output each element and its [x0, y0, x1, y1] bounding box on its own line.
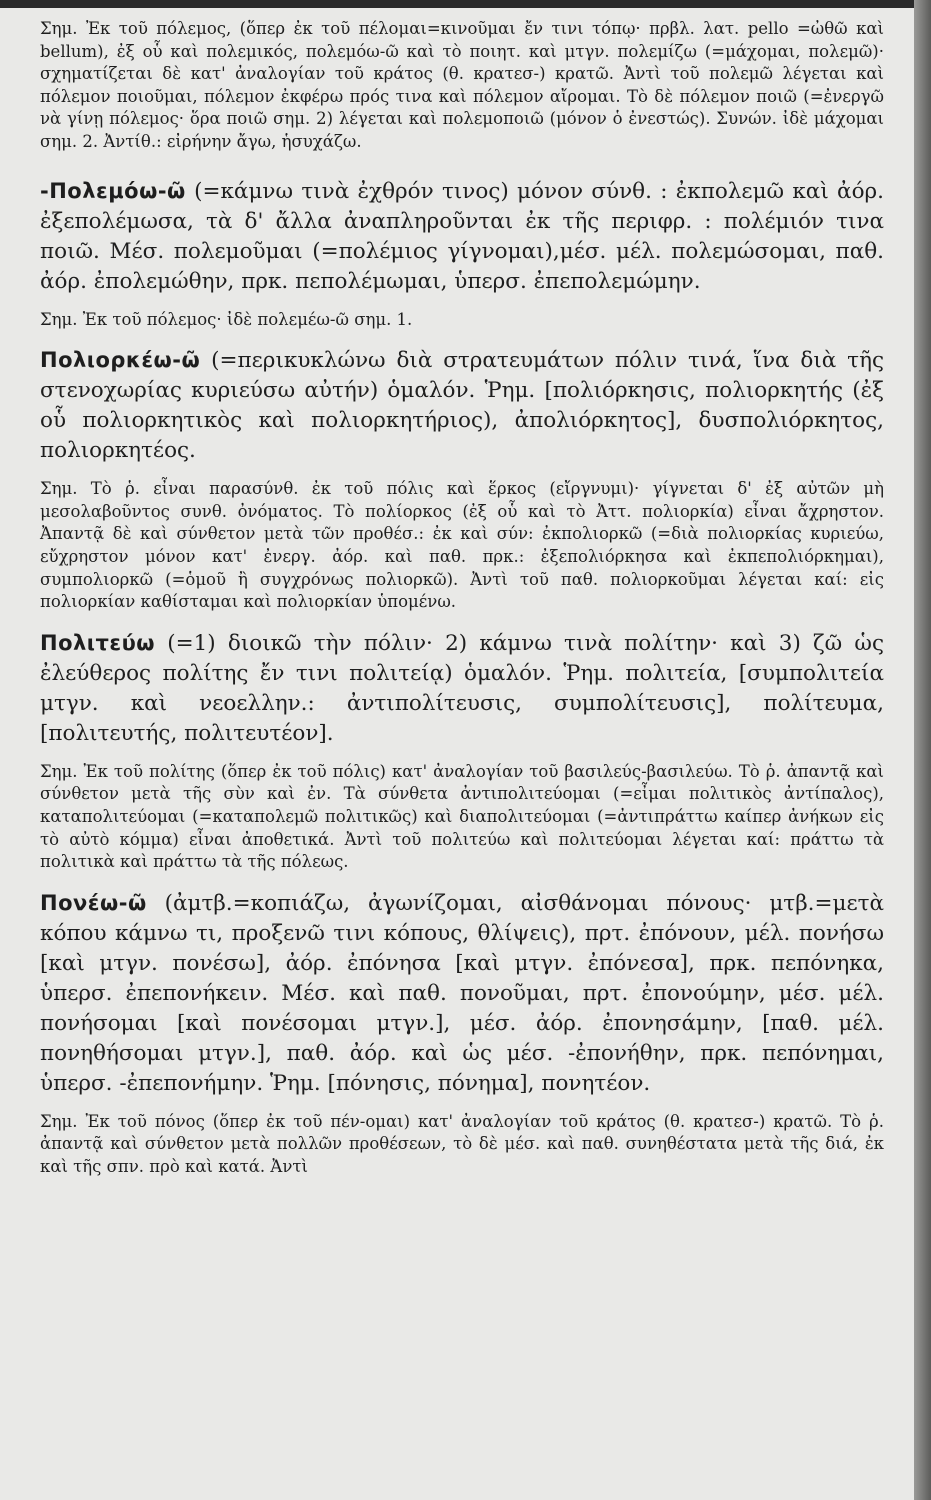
entry-text: [40, 176, 884, 297]
lemma-headword: Πολιτεύω: [40, 630, 155, 655]
entry-poliorkeo: [40, 345, 884, 614]
entry-politeuo: [40, 628, 884, 874]
note: Σημ. Τὸ ῥ. εἶναι παρασύνθ. ἐκ τοῦ πόλις καὶ ἕρκος (εἴργνυμι)· γίγνεται δ' ἐξ αὐτῶν μὴ μεσολαβοῦντος συνθ. ὀνόματος. Τὸ πολίορκος (ἐξ οὗ καὶ τὸ Ἀττ. πολιορκία) εἶναι ἄχρηστον. Ἀπαντᾷ δὲ καὶ σύνθετον μετὰ τῶν προθέσ.: ἐκ καὶ σύν: ἐκπολιορκῶ (=διὰ πολιορκίας κυριεύω, εὔχρηστον μόνον κατ' ἐνεργ. ἀόρ. καὶ παθ. πρκ.: ἐξεπολιόρκησα καὶ ἐκπεπολιόρκημαι), συμπολιορκῶ (=ὁμοῦ ἢ συγχρόνως πολιορκῶ). Ἀντὶ τοῦ παθ. πολιορκοῦμαι λέγεται καί: εἰς πολιορκίαν καθίσταμαι καὶ πολιορκίαν ὑπομένω.: [40, 479, 884, 612]
entry-poneo: [40, 888, 884, 1179]
note: Σημ. Ἐκ τοῦ πολίτης (ὅπερ ἐκ τοῦ πόλις) κατ' ἀναλογίαν τοῦ βασιλεύς-βασιλεύω. Τὸ ῥ. ἀπαντᾷ καὶ σύνθετον μετὰ τῆς σὺν καὶ ἐν. Τὰ σύνθετα ἀντιπολιτεύομαι (=εἶμαι πολιτικὸς ἀντίπαλος), καταπολιτεύομαι (=καταπολεμῶ πολιτικῶς) καὶ διαπολιτεύομαι (=ἀντιπράττω καίπερ ἀνήκων εἰς τὸ αὐτὸ κόμμα) εἶναι ἀποθετικά. Ἀντὶ τοῦ πολιτεύω καὶ πολιτεύομαι λέγεται καί: πράττω τὰ πολιτικὰ καὶ πράττω τὰ τῆς πόλεως.: [40, 761, 884, 872]
entry-body: (ἀμτβ.=κοπιάζω, ἀγωνίζομαι, αἰσθάνομαι πόνους· μτβ.=μετὰ κόπου κάμνω τι, προξενῶ τινι κόπους, θλίψεις), πρτ. ἐπόνουν, μέλ. πονήσω [καὶ μτγν. πονέσω], ἀόρ. ἐπόνησα [καὶ μτγν. ἐπόνεσα], πρκ. πεπόνηκα, ὑπερσ. ἐπεπονήκειν. Μέσ. καὶ παθ. πονοῦμαι, πρτ. ἐπονούμην, μέσ. μέλ. πονήσομαι [καὶ πονέσομαι μτγν.], μέσ. ἀόρ. ἐπονησάμην, [παθ. μέλ. πονηθήσομαι μτγν.], παθ. ἀόρ. καὶ ὡς μέσ. -ἐπονήθην, πρκ. πεπόνημαι, ὑπερσ. -ἐπεπονήμην. Ῥημ. [πόνησις, πόνημα], πονητέον.: [40, 890, 884, 1096]
note: Σημ. Ἐκ τοῦ πόνος (ὅπερ ἐκ τοῦ πέν-ομαι) κατ' ἀναλογίαν τοῦ κράτος (θ. κρατεσ-) κρατῶ. Τὸ ῥ. ἀπαντᾷ καὶ σύνθετον μετὰ πολλῶν προθέσεων, τὸ δὲ μέσ. καὶ παθ. συνηθέστατα μετὰ τῆς διά, ἐκ καὶ τῆς σπν. πρὸ καὶ κατά. Ἀντὶ: [40, 1111, 884, 1176]
entry-text: [40, 345, 884, 466]
entry-polemoo: [40, 176, 884, 332]
dictionary-page: [0, 8, 914, 1500]
entry-body: (=περικυκλώνω διὰ στρατευμάτων πόλιν τινά, ἵνα διὰ τῆς στενοχωρίας κυριεύσω αὐτήν) ὁμαλόν. Ῥημ. [πολιόρκησις, πολιορκητής (ἐξ οὗ πολιορκητικὸς καὶ πολιορκητήριος), ἀπολιόρκητος], δυσπολιόρκητος, πολιορκητέος.: [40, 348, 884, 464]
entry-body: (=1) διοικῶ τὴν πόλιν· 2) κάμνω τινὰ πολίτην· καὶ 3) ζῶ ὡς ἐλεύθερος πολίτης ἔν τινι πολιτείᾳ) ὁμαλόν. Ῥημ. πολιτεία, [συμπολιτεία μτγν. καὶ νεοελλην.: ἀντιπολίτευσις, συμπολίτευσις], πολίτευμα, [πολιτευτής, πολιτευτέον].: [40, 630, 884, 746]
lemma-headword: Πονέω-ῶ: [40, 890, 147, 915]
entry-text: [40, 888, 884, 1099]
lemma-headword: Πολιορκέω-ῶ: [40, 348, 201, 373]
book-spine-edge: [914, 0, 931, 1500]
lemma-headword: -Πολεμόω-ῶ: [40, 178, 186, 203]
top-edge: [0, 0, 931, 8]
note: Σημ. Ἐκ τοῦ πόλεμος· ἰδὲ πολεμέω-ῶ σημ. 1.: [40, 309, 413, 329]
note-polemos: Σημ. Ἐκ τοῦ πόλεμος, (ὅπερ ἐκ τοῦ πέλομαι=κινοῦμαι ἔν τινι τόπῳ· πρβλ. λατ. pello =ὠθῶ καὶ bellum), ἐξ οὗ καὶ πολεμικός, πολεμόω-ῶ καὶ τὸ ποιητ. καὶ μτγν. πολεμίζω (=μάχομαι, πολεμῶ)· σχηματίζεται δὲ κατ' ἀναλογίαν τοῦ κράτος (θ. κρατεσ-) κρατῶ. Ἀντὶ τοῦ πολεμῶ λέγεται καὶ πόλεμον ποιοῦμαι, πόλεμον ἐκφέρω πρός τινα καὶ πόλεμον αἴρομαι. Τὸ δὲ πόλεμον ποιῶ (=ἐνεργῶ νὰ γίνῃ πόλεμος· ὅρα ποιῶ σημ. 2) λέγεται καὶ πολεμοποιῶ (μόνον ὁ ἐνεστώς). Συνών. ἰδὲ μάχομαι σημ. 2. Ἀντίθ.: εἰρήνην ἄγω, ἡσυχάζω.: [40, 19, 884, 151]
entry-body: (=κάμνω τινὰ ἐχθρόν τινος) μόνον σύνθ. : ἐκπολεμῶ καὶ ἀόρ. ἐξεπολέμωσα, τὰ δ' ἄλλα ἀναπληροῦνται ἐκ τῆς περιφρ. : πολέμιόν τινα ποιῶ. Μέσ. πολεμοῦμαι (=πολέμιος γίγνομαι),μέσ. μέλ. πολεμώσομαι, παθ. ἀόρ. ἐπολεμώθην, πρκ. πεπολέμωμαι, ὑπερσ. ἐπεπολεμώμην.: [40, 178, 884, 294]
entry-text: [40, 628, 884, 749]
